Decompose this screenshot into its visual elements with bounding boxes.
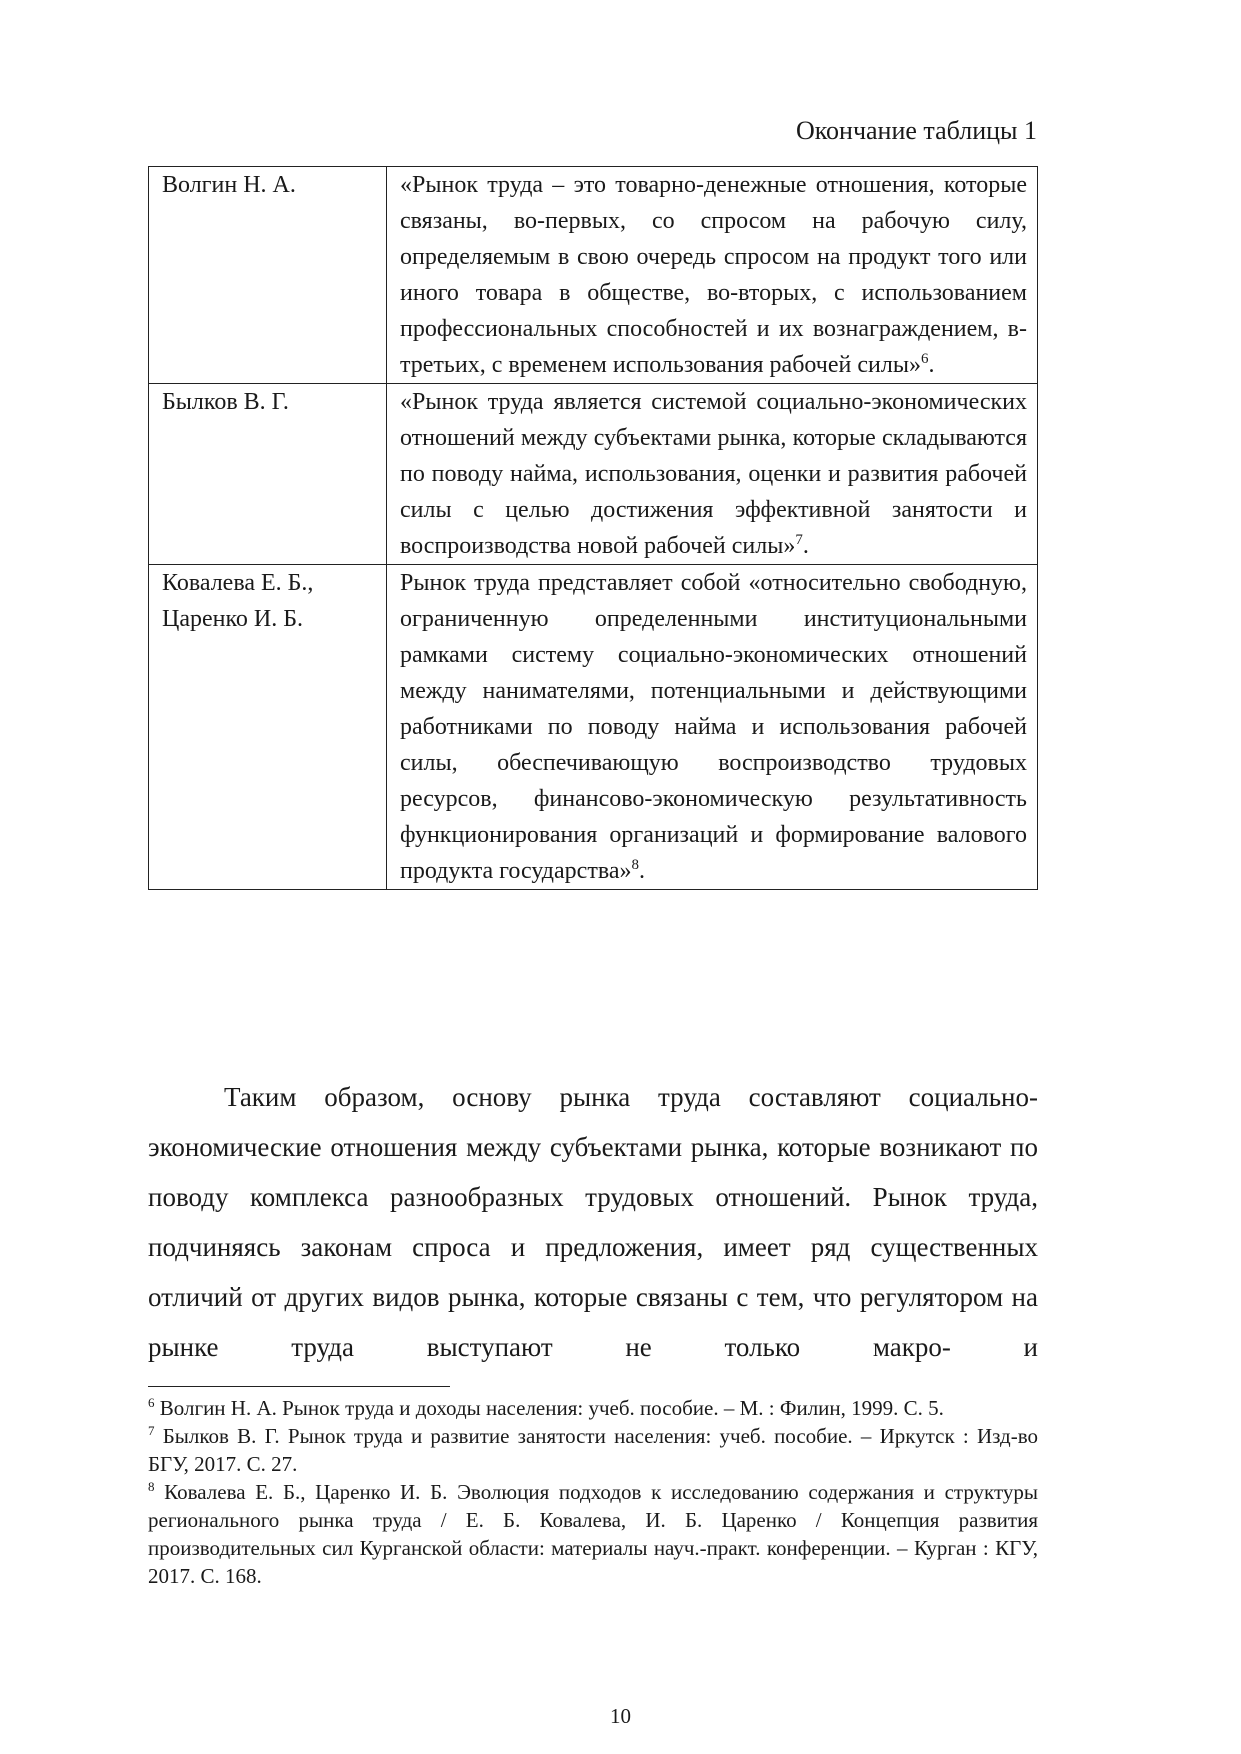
author-cell — [149, 384, 387, 565]
table-caption: Окончание таблицы 1 — [795, 116, 1037, 145]
definition-text: Рынок труда представляет собой «относительно свободную, ограниченную определенными институциональными рамками систему социально-экономических отношений между нанимателями, потенциальными и действующими работниками по поводу найма и использования рабочей силы, обеспечивающую воспроизводство трудовых ресурсов, финансово-экономическую результативность функционирования организаций и формирование валового продукта государства» — [400, 570, 1027, 884]
footnote-ref[interactable]: 8 — [631, 857, 639, 873]
footnote-text: Волгин Н. А. Рынок труда и доходы населения: учеб. пособие. – М. : Филин, 1999. С. 5. — [159, 1396, 944, 1420]
author-name: Ковалева Е. Б., — [162, 570, 314, 596]
footnotes — [148, 1394, 1038, 1590]
table-row — [149, 565, 1038, 890]
definition-cell: «Рынок труда является системой социально-экономических отношений между субъектами рынка, которые складываются по поводу найма, использования, оценки и развития рабочей силы с целью достижения эффективной занятости и воспроизводства новой рабочей силы»$^7$. — [387, 384, 1038, 565]
footnote-divider — [148, 1386, 450, 1387]
table-row — [149, 384, 1038, 565]
definitions-table — [148, 166, 1038, 890]
footnote-ref[interactable]: 7 — [795, 532, 803, 548]
author-name: Былков В. Г. — [162, 389, 289, 415]
footnote-text: Ковалева Е. Б., Царенко И. Б. Эволюция подходов к исследованию содержания и структуры регионального рынка труда / Е. Б. Ковалева, И. Б. Царенко / Концепция развития производительных сил Курганской области: материалы науч.-практ. конференции. – Курган : КГУ, 2017. С. 168. — [148, 1480, 1038, 1588]
footnote — [148, 1478, 1038, 1590]
footnote-ref[interactable]: 6 — [920, 351, 929, 367]
footnote-mark: 6 — [148, 1395, 155, 1410]
definition-cell: «Рынок труда – это товарно-денежные отношения, которые связаны, во-первых, со спросом на рабочую силу, определяемым в свою очередь спросом на продукт того или иного товара в обществе, во-вторых, с использованием профессиональных способностей и их вознаграждением, в-третьих, с временем использования рабочей силы»$^6$. — [387, 167, 1038, 384]
page-number: 10 — [610, 1704, 631, 1728]
table-row — [149, 167, 1038, 384]
footnote-text: Былков В. Г. Рынок труда и развитие занятости населения: учеб. пособие. – Иркутск : Изд-во БГУ, 2017. С. 27. — [148, 1424, 1038, 1476]
definition-text: «Рынок труда – это товарно-денежные отношения, которые связаны, во-первых, со спросом на рабочую силу, определяемым в свою очередь спросом на продукт того или иного товара в обществе, во-вторых, с использованием профессиональных способностей и их вознаграждением, в-третьих, с временем использования рабочей силы» — [400, 172, 1027, 378]
author-cell — [149, 565, 387, 890]
author-cell — [149, 167, 387, 384]
footnote — [148, 1394, 1038, 1422]
body-paragraph: Таким образом, основу рынка труда составляют социально-экономические отношения между субъектами рынка, которые возникают по поводу комплекса разнообразных трудовых отношений. Рынок труда, подчиняясь законам спроса и предложения, имеет ряд существенных отличий от других видов рынка, которые связаны с тем, что регулятором на рынке труда выступают не только макро- и — [148, 1082, 1038, 1362]
footnote-mark: 7 — [148, 1423, 155, 1438]
author-name: Царенко И. Б. — [162, 606, 304, 632]
author-name: Волгин Н. А. — [162, 172, 296, 198]
footnote-mark: 8 — [148, 1479, 155, 1494]
definition-text: «Рынок труда является системой социально-экономических отношений между субъектами рынка, которые складываются по поводу найма, использования, оценки и развития рабочей силы с целью достижения эффективной занятости и воспроизводства новой рабочей силы» — [400, 389, 1027, 559]
footnote — [148, 1422, 1038, 1478]
definition-cell: Рынок труда представляет собой «относительно свободную, ограниченную определенными институциональными рамками систему социально-экономических отношений между нанимателями, потенциальными и действующими работниками по поводу найма и использования рабочей силы, обеспечивающую воспроизводство трудовых ресурсов, финансово-экономическую результативность функционирования организаций и формирование валового продукта государства»$^8$. — [387, 565, 1038, 890]
